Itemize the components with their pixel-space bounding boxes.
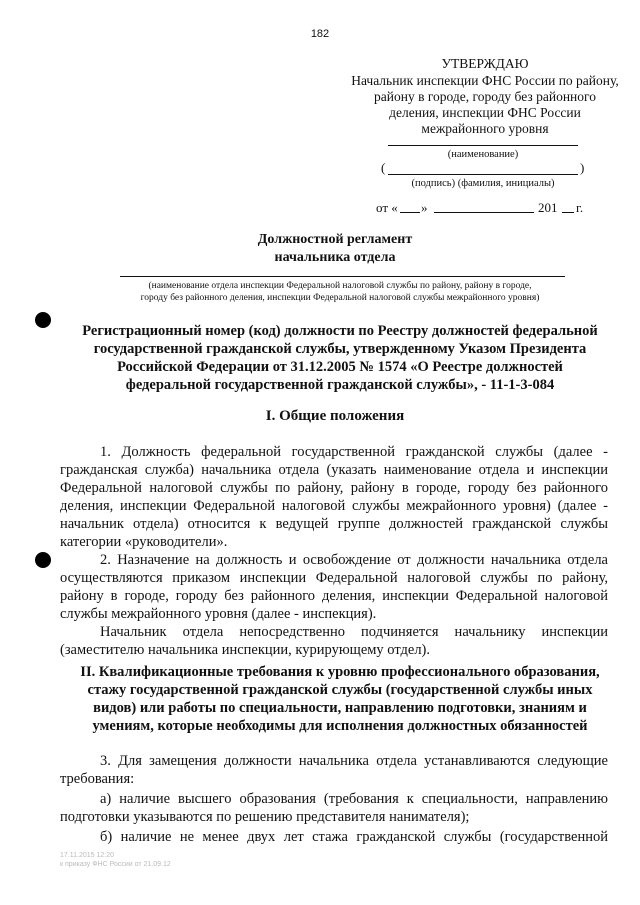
document-title: Должностной регламент — [257, 232, 413, 247]
document-subtitle: начальника отдела — [274, 250, 396, 265]
footer-stamp-line: 17.11.2015 12:20 — [60, 852, 114, 859]
date-day-underline — [400, 212, 420, 213]
section-2-paragraph-b: б) наличие не менее двух лет стажа гражданской службы (государственной — [100, 829, 608, 845]
org-caption-line: городу без районного деления, инспекции Федеральной налоговой службы межрайонного уровня) — [140, 293, 540, 303]
date-from: от « — [376, 200, 398, 215]
date-month-underline — [434, 212, 534, 213]
signature-caption: (подпись) (фамилия, инициалы) — [411, 178, 555, 189]
open-paren: ( — [381, 160, 386, 175]
section-2-paragraph-3: 3. Для замещения должности начальника отдела устанавливаются следующие требования: — [60, 753, 608, 787]
section-2-title-line: II. Квалификационные требования к уровню профессионального образования, — [80, 664, 600, 680]
approval-position-line: деления, инспекции ФНС России — [389, 105, 581, 120]
punch-hole-dot — [35, 312, 51, 328]
approval-heading: УТВЕРЖДАЮ — [441, 56, 529, 71]
org-caption-line: (наименование отдела инспекции Федеральной налоговой службы по району, району в городе, — [148, 281, 532, 291]
date-close: » — [421, 200, 428, 215]
year-suffix: г. — [576, 200, 584, 215]
name-caption: (наименование) — [447, 149, 519, 160]
approval-position-line: району в городе, городу без районного — [374, 89, 596, 104]
org-underline — [120, 276, 565, 277]
page-number: 182 — [310, 28, 330, 40]
section-2-title-line: умениям, которые необходимы для исполнения должностных обязанностей — [92, 718, 588, 734]
section-1-paragraph-2: 2. Назначение на должность и освобождение от должности начальника отдела осуществляются приказом инспекции Федеральной налоговой службы по району, району в городе, городу без районного деления, инспекции Федеральной налоговой службы межрайонного уровня (далее - инспекция). — [60, 552, 608, 622]
registration-line: Регистрационный номер (код) должности по Реестру должностей федеральной — [82, 323, 598, 339]
section-1-title: I. Общие положения — [265, 408, 405, 424]
year-prefix: 201 — [538, 200, 558, 215]
punch-hole-dot — [35, 552, 51, 568]
close-paren: ) — [580, 160, 585, 175]
registration-line: Российской Федерации от 31.12.2005 № 1574 «О Реестре должностей — [117, 359, 563, 375]
registration-line: федеральной государственной гражданской службы», - 11-1-3-084 — [125, 377, 555, 393]
approval-position-line: Начальник инспекции ФНС России по району, — [351, 73, 619, 88]
section-1-paragraph-1: 1. Должность федеральной государственной гражданской службы (далее - гражданская служба) начальника отдела (указать наименование отдела и инспекции Федеральной налоговой службы по району, району в городе, городу без районного деления, инспекции Федеральной налоговой службы межрайонного уровня) (далее - начальник отдела) относится к ведущей группе должностей гражданской службы категории «руководители». — [60, 444, 608, 550]
section-2-paragraph-a: а) наличие высшего образования (требования к специальности, направлению подготовки указываются по решению представителя нанимателя); — [60, 791, 608, 825]
section-2-title-line: видов) или работы по специальности, направлению подготовки, знаниям и — [93, 700, 587, 716]
name-underline — [388, 145, 578, 146]
approval-position-line: межрайонного уровня — [421, 121, 549, 136]
section-1-paragraph-3: Начальник отдела непосредственно подчиняется начальнику инспекции (заместителю начальника инспекции, курирующему отдел). — [60, 624, 608, 658]
footer-stamp-line: к приказу ФНС России от 21.09.12 — [60, 861, 171, 868]
registration-line: государственной гражданской службы, утвержденному Указом Президента — [93, 341, 587, 357]
section-2-title-line: стажу государственной гражданской службы (государственной службы иных — [87, 682, 593, 698]
signature-underline — [388, 174, 578, 175]
date-year-underline — [562, 212, 574, 213]
